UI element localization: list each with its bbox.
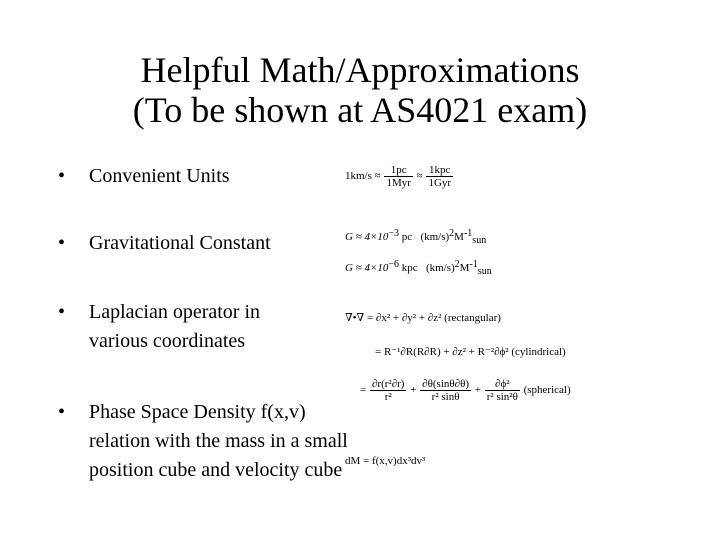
g-exponent: −3	[388, 228, 400, 239]
units-lhs: 1km/s ≈	[345, 170, 381, 183]
laplacian-spherical	[360, 378, 571, 403]
title-line-1: Helpful Math/Approximations	[140, 50, 580, 90]
plus-sign: +	[474, 384, 481, 397]
bullet-text: Laplacian operator in various coordinates	[89, 301, 261, 352]
laplacian-cylindrical: = R⁻¹∂R(R∂R) + ∂z² + R⁻²∂ϕ² (cylindrical)	[375, 346, 566, 358]
frac-num: 1kpc	[426, 164, 453, 177]
g-velocity-unit: (km/s)	[425, 262, 455, 274]
g-velocity-unit: (km/s)	[420, 231, 450, 243]
frac-den: 1Myr	[386, 177, 411, 189]
bullet-text: Gravitational Constant	[89, 232, 271, 254]
slide-title	[60, 50, 660, 130]
bullet-dot: •	[58, 301, 66, 323]
bullet-gravitational-constant	[58, 229, 328, 258]
fraction-azimuthal	[485, 378, 520, 403]
g-lhs: G ≈ 4×10	[345, 262, 389, 274]
frac-den: r² sinθ	[431, 391, 460, 403]
bullet-dot: •	[58, 232, 66, 254]
g-unit: kpc	[401, 262, 418, 274]
g-mass-exp: -1	[463, 228, 473, 239]
g-velocity-exp: 2	[449, 228, 455, 239]
g-equation-kpc	[345, 259, 492, 277]
fraction-polar	[420, 378, 471, 403]
frac-num: ∂r(r²∂r)	[371, 378, 405, 390]
fraction-pc-myr	[384, 164, 412, 189]
g-mass-sub: sun	[472, 235, 487, 246]
g-velocity-exp: 2	[454, 259, 460, 270]
bullet-dot: •	[58, 401, 66, 423]
fraction-kpc-gyr	[426, 164, 453, 189]
bullet-phase-space-density	[58, 398, 358, 485]
g-lhs: G ≈ 4×10	[345, 231, 389, 243]
bullet-convenient-units	[58, 162, 298, 191]
g-mass-sub: sun	[477, 266, 492, 277]
g-mass: M	[459, 262, 470, 274]
bullet-dot: •	[58, 165, 66, 187]
g-mass: M	[454, 231, 464, 243]
title-line-2: (To be shown at AS4021 exam)	[132, 90, 588, 130]
laplacian-rectangular: ∇•∇ = ∂x² + ∂y² + ∂z² (rectangular)	[345, 312, 501, 324]
units-equation	[345, 164, 454, 189]
frac-num: ∂θ(sinθ∂θ)	[422, 378, 470, 390]
g-mass-exp: -1	[469, 259, 478, 270]
frac-den: r² sin²θ	[486, 391, 518, 403]
bullet-text: Phase Space Density f(x,v) relation with the mass in a small position cube and velocity cube	[89, 401, 348, 481]
g-exponent: −6	[388, 259, 400, 270]
bullet-laplacian	[58, 298, 318, 356]
approx-sign: ≈	[416, 170, 423, 183]
frac-den: r²	[384, 391, 392, 403]
phase-space-equation: dM = f(x,v)dx³dv³	[345, 455, 426, 467]
g-equation-pc	[345, 228, 487, 246]
frac-den: 1Gyr	[428, 177, 452, 189]
frac-num: 1pc	[384, 164, 412, 177]
fraction-radial	[370, 378, 406, 403]
equals-sign: =	[360, 384, 367, 397]
frac-num: ∂ϕ²	[485, 378, 520, 391]
spherical-label: (spherical)	[523, 384, 571, 397]
bullet-text: Convenient Units	[89, 165, 230, 187]
plus-sign: +	[410, 384, 417, 397]
g-unit: pc	[401, 231, 413, 243]
